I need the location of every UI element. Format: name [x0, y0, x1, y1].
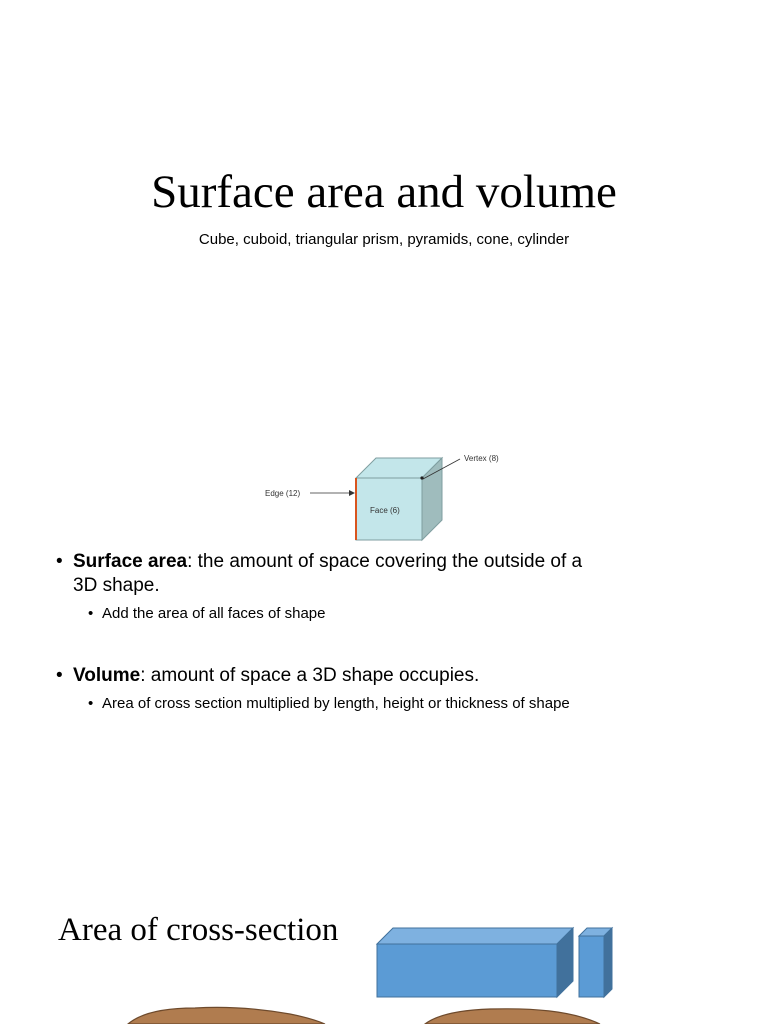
prism-graphic: [375, 925, 620, 1000]
large-prism-top: [377, 928, 573, 944]
slice-prism-side: [604, 928, 612, 997]
vertex-label: Vertex (8): [464, 454, 499, 463]
edge-label: Edge (12): [265, 489, 301, 498]
terrain-mound-right: [425, 1009, 600, 1024]
terrain-mound-left: [128, 1007, 325, 1024]
terrain-graphic: [0, 996, 768, 1024]
vertex-dot: [420, 476, 423, 479]
bullet-text: : the amount of space covering the outside of a 3D shape.: [73, 551, 583, 596]
face-label: Face (6): [370, 506, 400, 515]
bullet-term: Surface area: [73, 551, 188, 572]
slice-prism-front: [579, 936, 604, 997]
bullet-text: : amount of space a 3D shape occupies.: [140, 665, 480, 686]
slide-title: Surface area and volume: [151, 166, 617, 218]
bullet-surface-area: [56, 550, 596, 598]
cube-diagram: [240, 448, 520, 548]
sub-bullet-volume: • Area of cross section multiplied by length, height or thickness of shape: [56, 693, 596, 714]
bullet-list: [56, 550, 596, 714]
bullet-term: Volume: [73, 665, 141, 686]
edge-arrowhead: [349, 490, 355, 496]
slide-subtitle: Cube, cuboid, triangular prism, pyramids, cone, cylinder: [198, 231, 570, 248]
large-prism-front: [377, 944, 557, 997]
bullet-volume: [56, 664, 596, 688]
section-title: Area of cross-section: [58, 912, 339, 948]
sub-bullet-surface-area: • Add the area of all faces of shape: [56, 603, 596, 624]
